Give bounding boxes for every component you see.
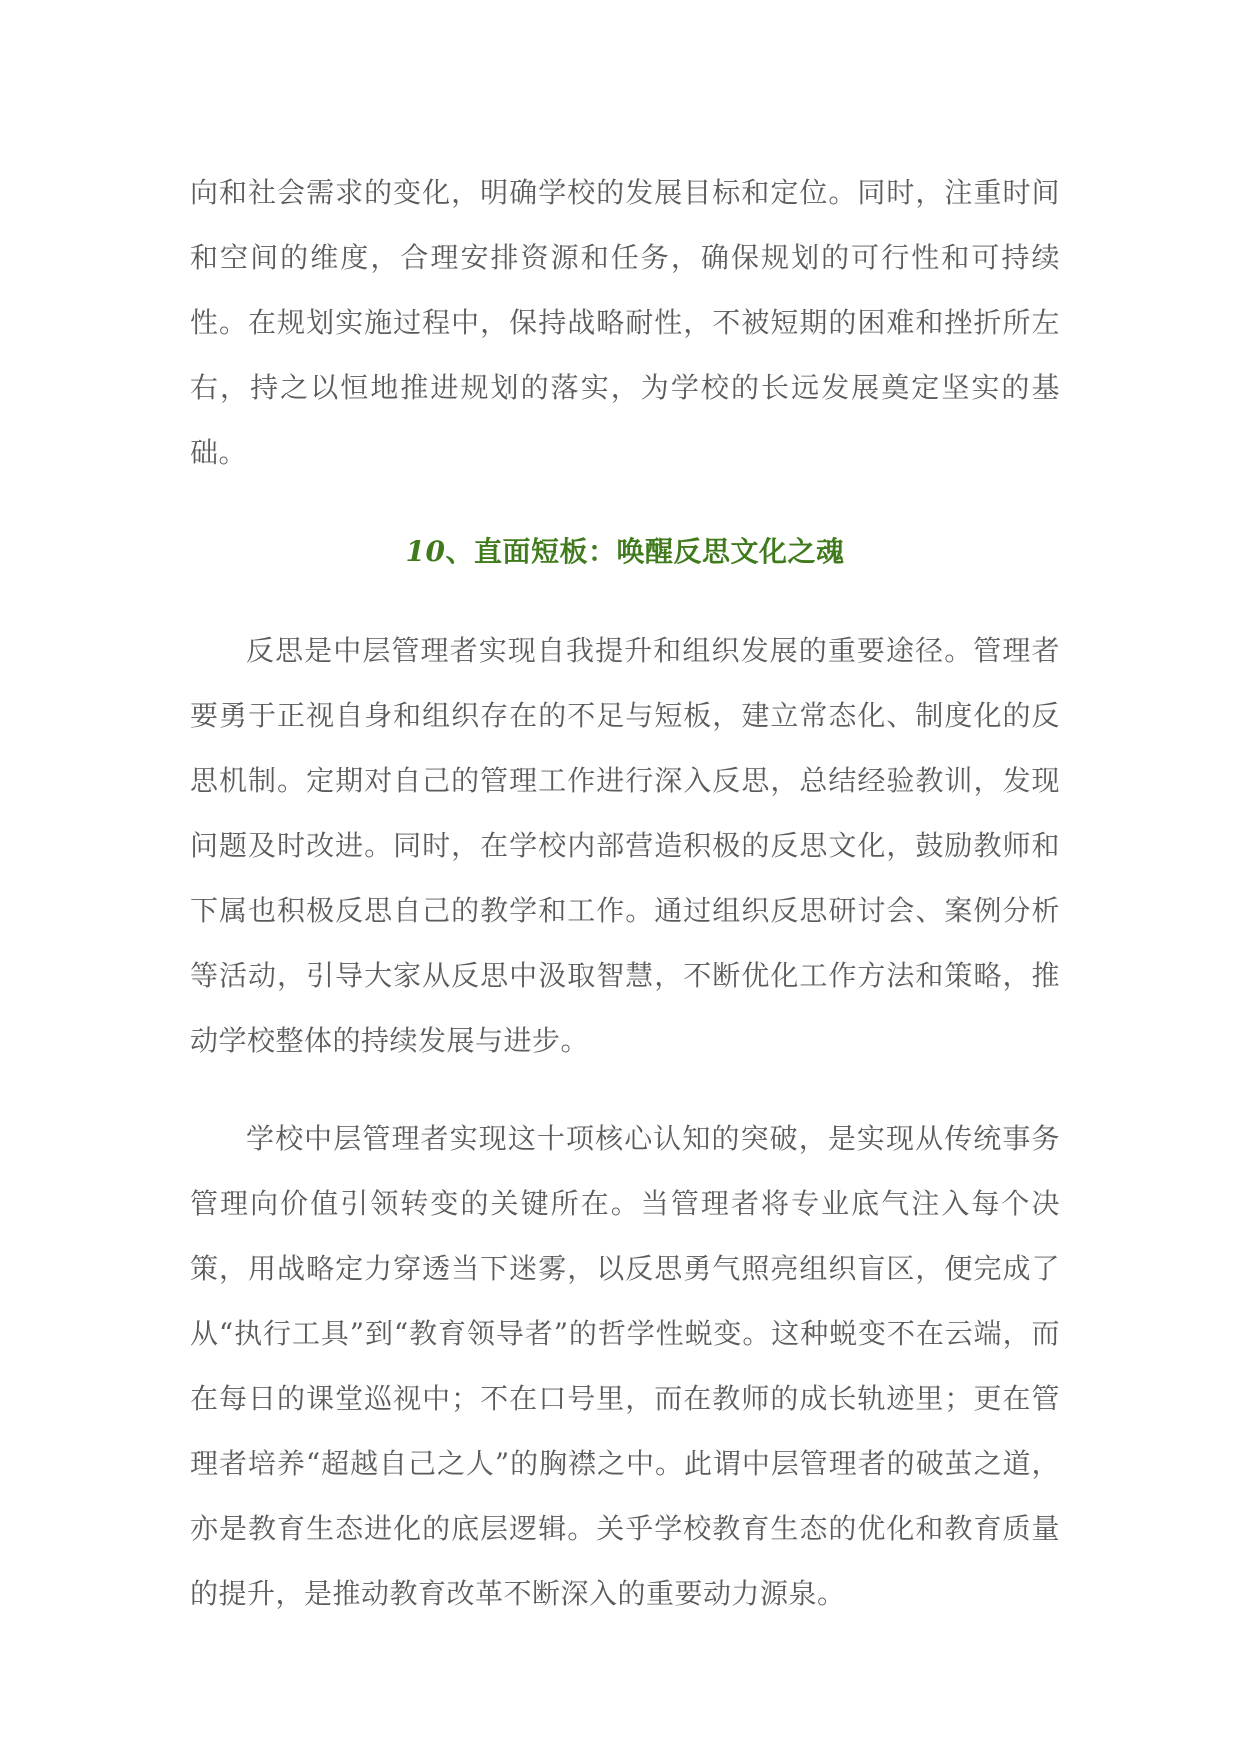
- document-body: [190, 160, 1060, 1626]
- section-heading-number: 10: [405, 535, 446, 568]
- section-heading-text: 、直面短板：唤醒反思文化之魂: [445, 535, 845, 568]
- paragraph-conclusion: 学校中层管理者实现这十项核心认知的突破，是实现从传统事务管理向价值引领转变的关键所在。当管理者将专业底气注入每个决策，用战略定力穿透当下迷雾，以反思勇气照亮组织盲区，便完成了从“执行工具”到“教育领导者”的哲学性蜕变。这种蜕变不在云端，而在每日的课堂巡视中；不在口号里，而在教师的成长轨迹里；更在管理者培养“超越自己之人”的胸襟之中。此谓中层管理者的破茧之道，亦是教育生态进化的底层逻辑。关乎学校教育生态的优化和教育质量的提升，是推动教育改革不断深入的重要动力源泉。: [190, 1122, 1060, 1610]
- paragraph-reflection: 反思是中层管理者实现自我提升和组织发展的重要途径。管理者要勇于正视自身和组织存在的不足与短板，建立常态化、制度化的反思机制。定期对自己的管理工作进行深入反思，总结经验教训，发现问题及时改进。同时，在学校内部营造积极的反思文化，鼓励教师和下属也积极反思自己的教学和工作。通过组织反思研讨会、案例分析等活动，引导大家从反思中汲取智慧，不断优化工作方法和策略，推动学校整体的持续发展与进步。: [190, 634, 1060, 1057]
- section-heading: [190, 519, 1060, 584]
- paragraph-planning-continuation: 向和社会需求的变化，明确学校的发展目标和定位。同时，注重时间和空间的维度，合理安排资源和任务，确保规划的可行性和可持续性。在规划实施过程中，保持战略耐性，不被短期的困难和挫折所左右，持之以恒地推进规划的落实，为学校的长远发展奠定坚实的基础。: [190, 176, 1060, 469]
